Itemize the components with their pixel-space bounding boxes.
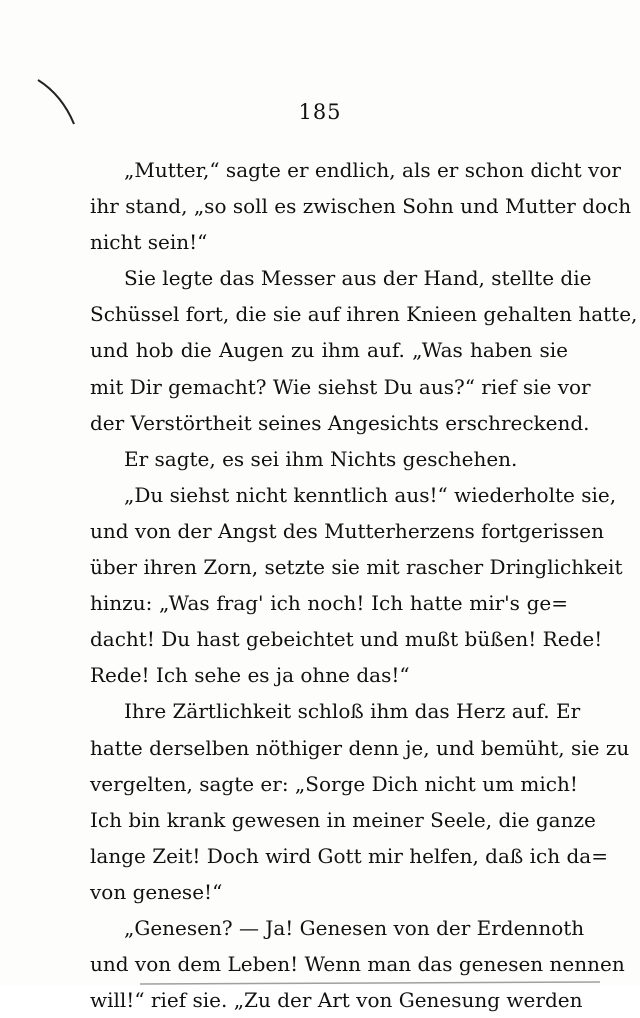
text-line: „Du siehst nicht kenntlich aus!“ wiederholte sie,	[124, 482, 617, 507]
text-line: und hob die Augen zu ihm auf. „Was haben sie	[90, 338, 568, 363]
text-line: von genese!“	[90, 879, 223, 904]
text-line: will!“ rief sie. „Zu der Art von Genesung werden	[90, 988, 583, 1013]
text-line: Ihre Zärtlichkeit schloß ihm das Herz auf. Er	[124, 699, 581, 724]
text-line: Schüssel fort, die sie auf ihren Knieen gehalten hatte,	[90, 302, 638, 327]
text-line: und von dem Leben! Wenn man das genesen nennen	[90, 952, 625, 977]
page-bottom-edge	[140, 965, 600, 985]
text-line: und von der Angst des Mutterherzens fortgerissen	[90, 518, 604, 543]
text-line: dacht! Du hast gebeichtet und mußt büßen! Rede!	[90, 627, 603, 652]
text-line: hatte derselben nöthiger denn je, und bemüht, sie zu	[90, 735, 630, 760]
text-line: Ich bin krank gewesen in meiner Seele, die ganze	[90, 807, 596, 832]
text-line: „Genesen? — Ja! Genesen von der Erdennoth	[124, 915, 585, 940]
text-line: vergelten, sagte er: „Sorge Dich nicht um mich!	[90, 771, 578, 796]
text-line: der Verstörtheit seines Angesichts erschreckend.	[90, 410, 590, 435]
text-line: Er sagte, es sei ihm Nichts geschehen.	[124, 446, 518, 471]
text-line: nicht sein!“	[90, 230, 208, 255]
text-line: mit Dir gemacht? Wie siehst Du aus?“ rief sie vor	[90, 374, 591, 399]
text-line: über ihren Zorn, setzte sie mit rascher Dringlichkeit	[90, 555, 623, 580]
text-line: „Mutter,“ sagte er endlich, als er schon dicht vor	[124, 158, 621, 182]
text-line: ihr stand, „so soll es zwischen Sohn und Mutter doch	[90, 194, 632, 219]
page-number: 185	[298, 100, 342, 124]
text-line: hinzu: „Was frag' ich noch! Ich hatte mir's ge=	[90, 591, 568, 616]
text-line: Sie legte das Messer aus der Hand, stellte die	[124, 266, 592, 291]
body-text	[90, 152, 638, 1018]
text-line: lange Zeit! Doch wird Gott mir helfen, daß ich da=	[90, 843, 608, 868]
text-line: Rede! Ich sehe es ja ohne das!“	[90, 663, 410, 688]
